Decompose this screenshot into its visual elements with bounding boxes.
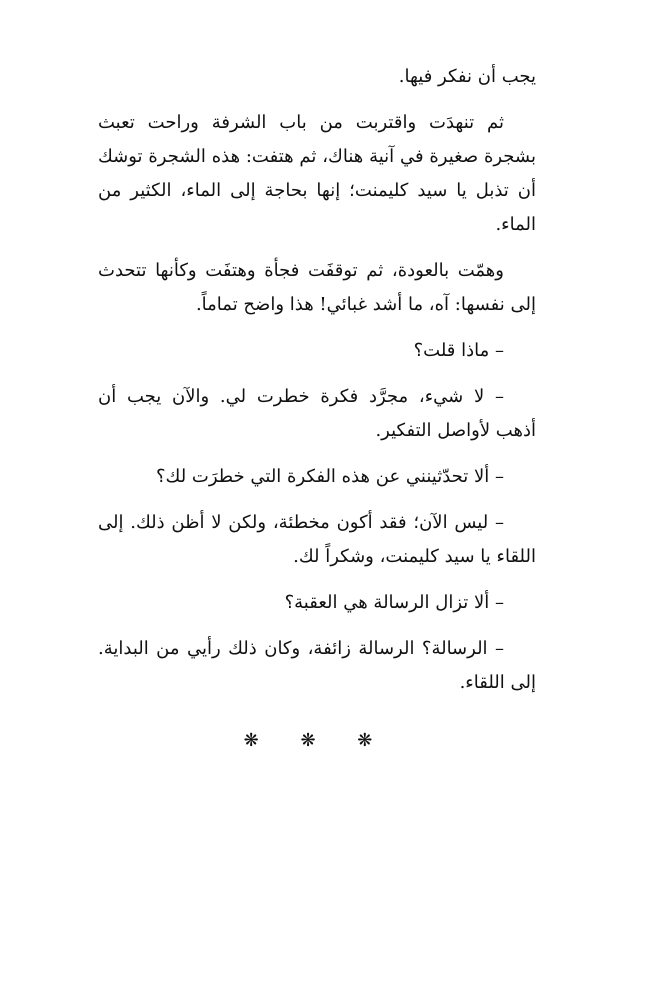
dialogue-line-letter-fake: – الرسالة؟ الرسالة زائفة، وكان ذلك رأيي من البداية. إلى اللقاء. bbox=[98, 638, 536, 693]
paragraph-narration-return: وهمّت بالعودة، ثم توقفَت فجأة وهتفَت وكأنها تتحدث إلى نفسها: آه، ما أشد غبائي! هذا واضح تماماً. bbox=[98, 260, 536, 315]
paragraph-continuation: يجب أن نفكر فيها. bbox=[398, 66, 536, 87]
dialogue-line-tell-me-idea: – ألا تحدّثينني عن هذه الفكرة التي خطرَت لك؟ bbox=[155, 466, 504, 487]
dialogue-line-what-did-you-say: – ماذا قلت؟ bbox=[413, 340, 504, 361]
paragraph-narration-tree: ثم تنهدَت واقتربت من باب الشرفة وراحت تعبث بشجرة صغيرة في آنية هناك، ثم هتفت: هذه الشجرة توشك أن تذبل يا سيد كليمنت؛ إنها بحاجة إلى الماء، الكثير من الماء. bbox=[98, 112, 536, 235]
dialogue-line-letter-obstacle: – ألا تزال الرسالة هي العقبة؟ bbox=[284, 592, 504, 613]
section-separator: ❋ ❋ ❋ bbox=[243, 730, 391, 751]
dialogue-line-nothing: – لا شيء، مجرَّد فكرة خطرت لي. والآن يجب أن أذهب لأواصل التفكير. bbox=[98, 386, 536, 441]
dialogue-line-not-now: – ليس الآن؛ فقد أكون مخطئة، ولكن لا أظن ذلك. إلى اللقاء يا سيد كليمنت، وشكراً لك. bbox=[98, 512, 536, 567]
book-page bbox=[98, 60, 536, 758]
